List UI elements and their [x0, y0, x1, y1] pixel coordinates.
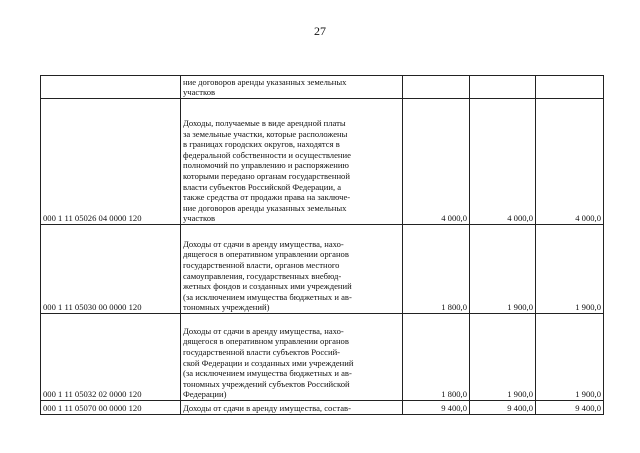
- description-line: которыми передано органам государственной: [183, 171, 350, 182]
- amount-cell-year-1: 1 800,0: [403, 314, 470, 401]
- description-cell: [181, 314, 403, 401]
- description-line: Доходы от сдачи в аренду имущества, состав-: [183, 403, 351, 414]
- amount-cell-year-2: [470, 76, 536, 99]
- table-row: [41, 225, 604, 314]
- description-line: тономных учреждений): [183, 302, 270, 313]
- table-row: [41, 401, 604, 415]
- budget-code-cell: [41, 76, 181, 99]
- description-line: государственной власти, органов местного: [183, 260, 340, 271]
- description-line: ние договоров аренды указанных земельных: [183, 202, 347, 213]
- description-cell: [181, 76, 403, 99]
- description-line: (за исключением имущества бюджетных и ав-: [183, 368, 352, 379]
- description-line: жетных фондов и созданных ими учреждений: [183, 281, 352, 292]
- description-line: самоуправления, государственных внебюд-: [183, 270, 342, 281]
- amount-cell-year-3: 9 400,0: [536, 401, 604, 415]
- amount-cell-year-3: 4 000,0: [536, 99, 604, 225]
- amount-cell-year-1: 4 000,0: [403, 99, 470, 225]
- description-cell: [181, 99, 403, 225]
- table-row: [41, 76, 604, 99]
- amount-cell-year-3: [536, 76, 604, 99]
- description-line: Доходы от сдачи в аренду имущества, нахо-: [183, 238, 344, 249]
- description-line: власти субъектов Российской Федерации, а: [183, 181, 342, 192]
- description-line: участков: [183, 87, 216, 98]
- description-line: Федерации): [183, 389, 227, 400]
- amount-cell-year-3: 1 900,0: [536, 225, 604, 314]
- description-line: ние договоров аренды указанных земельных: [183, 76, 347, 87]
- budget-code-cell: 000 1 11 05070 00 0000 120: [41, 401, 181, 415]
- description-line: полномочий по управлению и распоряжению: [183, 160, 349, 171]
- description-line: в границах городских округов, находятся в: [183, 139, 340, 150]
- description-line: Доходы, получаемые в виде арендной платы: [183, 118, 346, 129]
- description-line: дящегося в оперативном управлении органов: [183, 336, 349, 347]
- description-line: государственной власти субъектов Россий-: [183, 347, 341, 358]
- page-number: 27: [314, 24, 326, 38]
- amount-cell-year-2: 4 000,0: [470, 99, 536, 225]
- table-row: [41, 314, 604, 401]
- description-line: федеральной собственности и осуществление: [183, 149, 351, 160]
- description-line: тономных учреждений субъектов Российской: [183, 378, 350, 389]
- amount-cell-year-1: [403, 76, 470, 99]
- description-line: участков: [183, 213, 216, 224]
- amount-cell-year-2: 1 900,0: [470, 314, 536, 401]
- table-row: [41, 99, 604, 225]
- description-line: Доходы от сдачи в аренду имущества, нахо-: [183, 325, 344, 336]
- amount-cell-year-2: 1 900,0: [470, 225, 536, 314]
- amount-cell-year-3: 1 900,0: [536, 314, 604, 401]
- description-line: также средства от продажи права на заключе-: [183, 192, 351, 203]
- description-cell: [181, 225, 403, 314]
- amount-cell-year-2: 9 400,0: [470, 401, 536, 415]
- budget-code-cell: 000 1 11 05032 02 0000 120: [41, 314, 181, 401]
- budget-revenue-table: [40, 75, 604, 415]
- description-line: (за исключением имущества бюджетных и ав-: [183, 291, 352, 302]
- description-line: ской Федерации и созданных ими учреждений: [183, 357, 354, 368]
- amount-cell-year-1: 1 800,0: [403, 225, 470, 314]
- description-cell: [181, 401, 403, 415]
- budget-code-cell: 000 1 11 05030 00 0000 120: [41, 225, 181, 314]
- description-line: дящегося в оперативном управлении органов: [183, 249, 349, 260]
- description-line: за земельные участки, которые расположены: [183, 128, 348, 139]
- amount-cell-year-1: 9 400,0: [403, 401, 470, 415]
- budget-code-cell: 000 1 11 05026 04 0000 120: [41, 99, 181, 225]
